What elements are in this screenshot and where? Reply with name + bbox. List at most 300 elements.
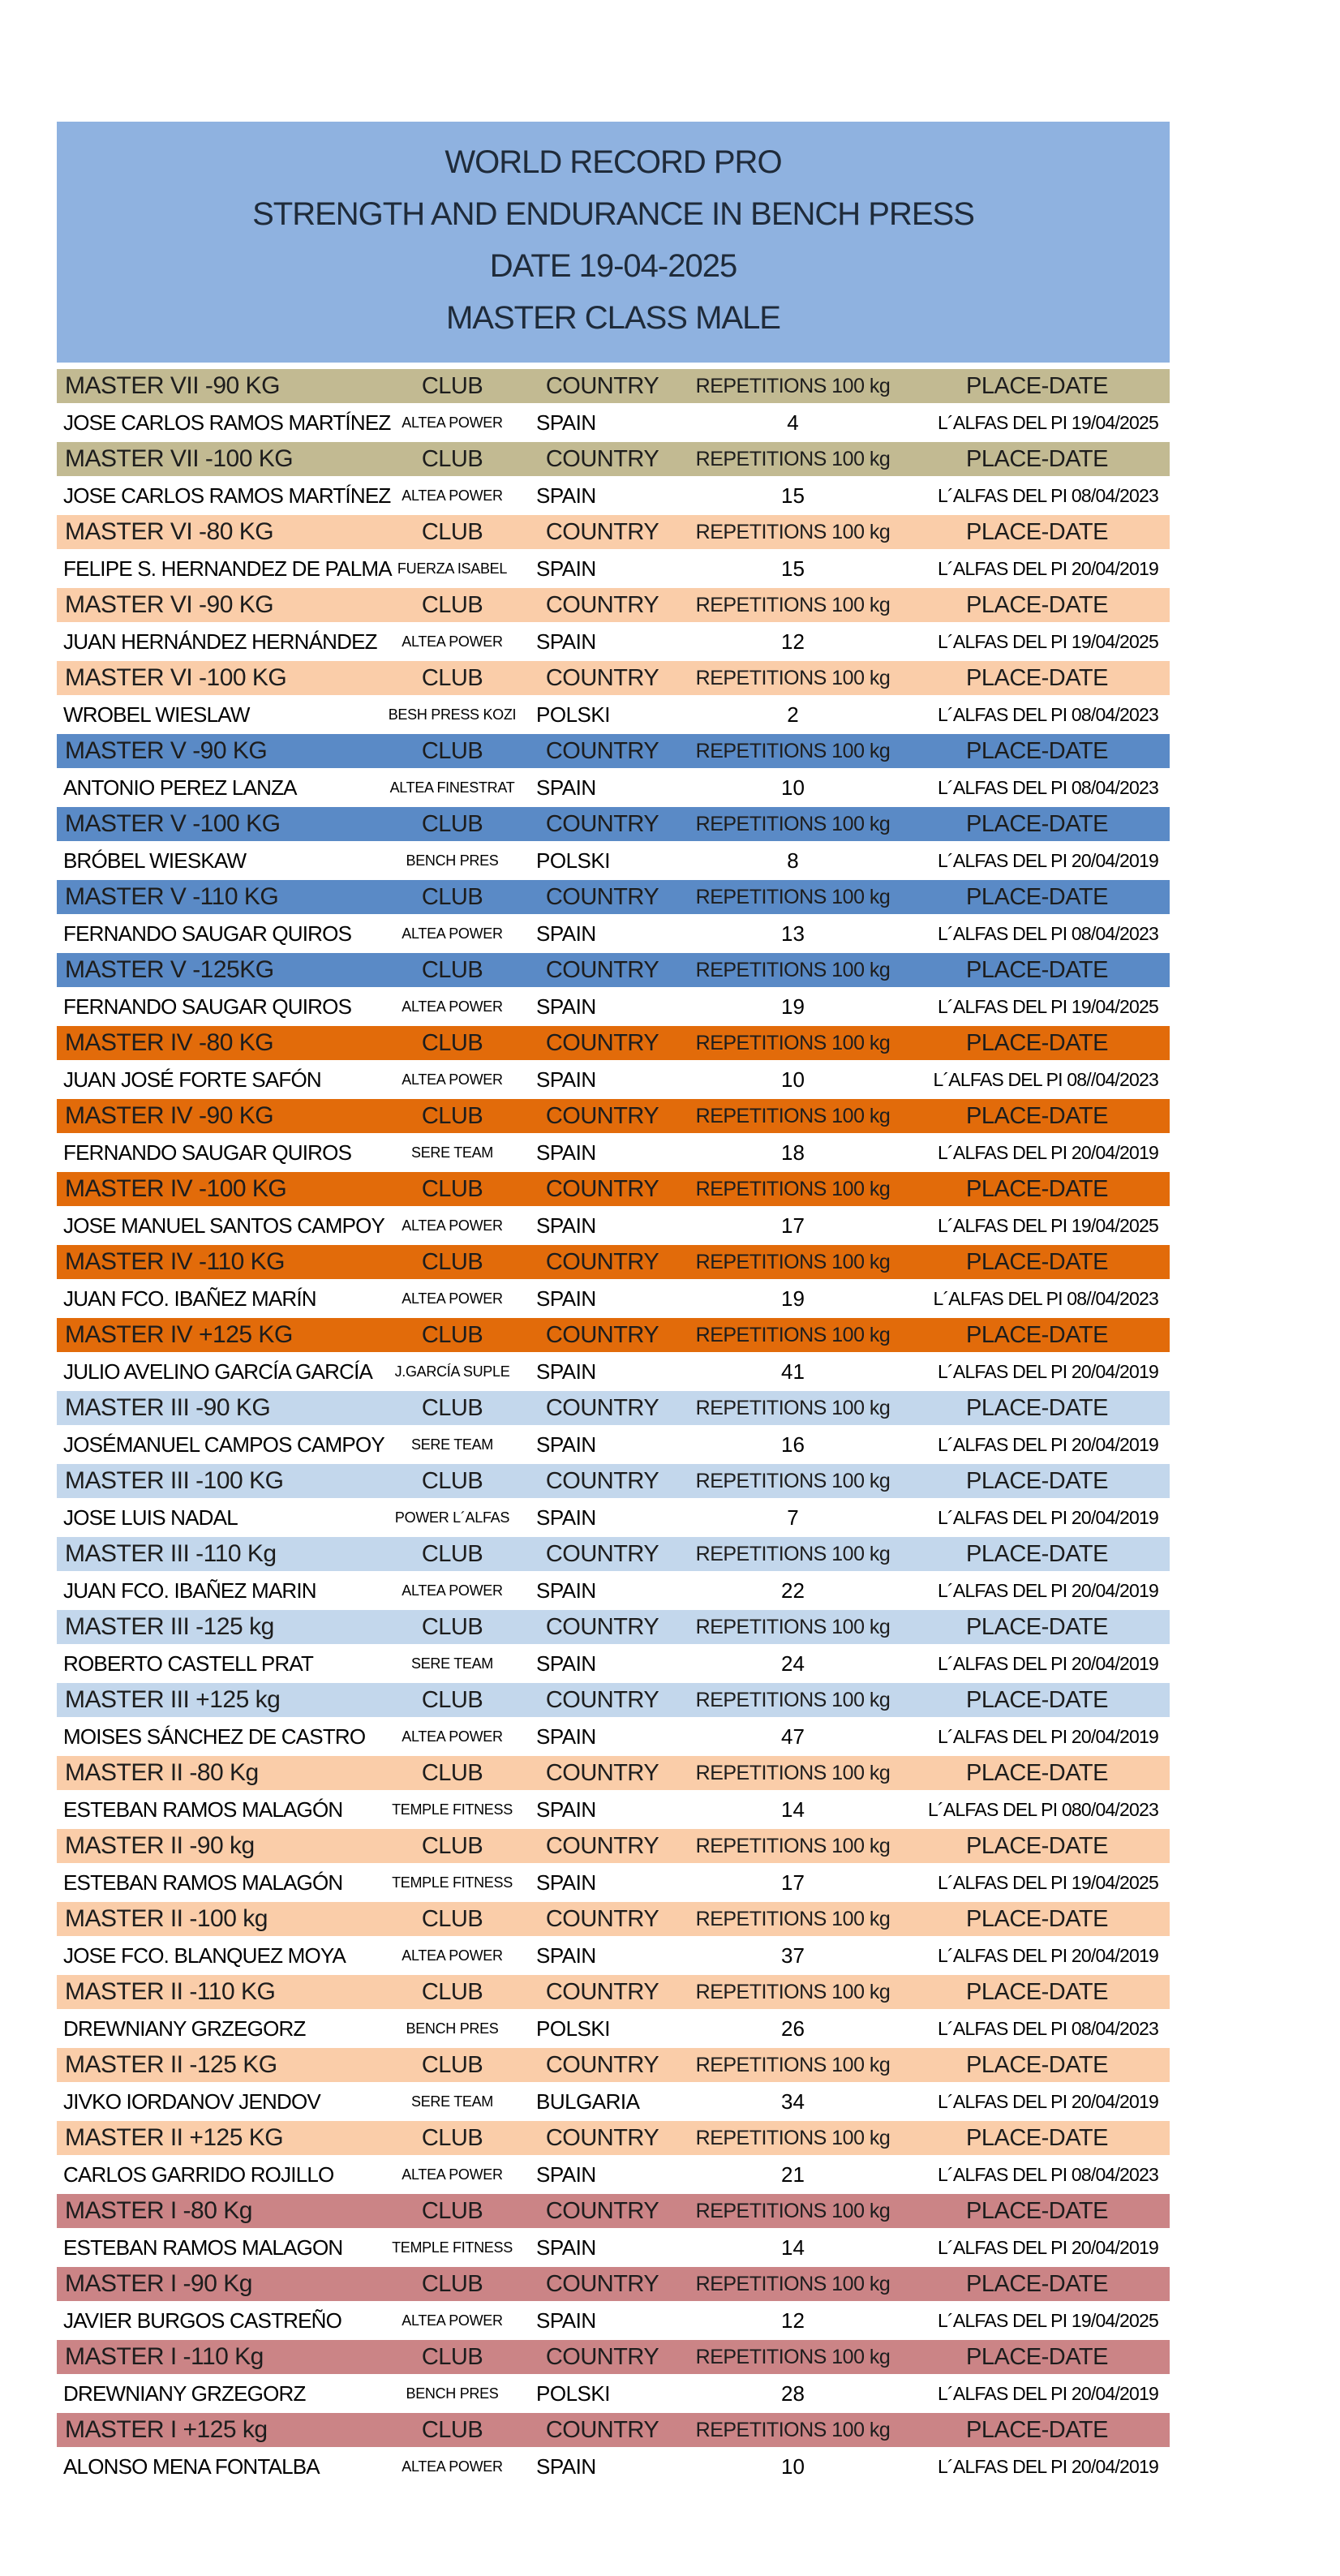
repetitions-column-header: REPETITIONS 100 kg — [695, 1688, 891, 1711]
athlete-place-date: L´ALFAS DEL PI 20/04/2019 — [938, 557, 1158, 579]
athlete-repetitions: 17 — [781, 1213, 805, 1238]
category-label: MASTER V -110 KG — [65, 883, 279, 910]
repetitions-column-header: REPETITIONS 100 kg — [695, 1104, 891, 1127]
repetitions-column-header: REPETITIONS 100 kg — [695, 2272, 891, 2295]
category-label: MASTER II -100 kg — [65, 1905, 268, 1932]
athlete-repetitions: 19 — [781, 1286, 805, 1311]
athlete-country: SPAIN — [536, 1432, 596, 1457]
athlete-place-date: L´ALFAS DEL PI 08/04/2023 — [938, 922, 1158, 944]
repetitions-column-header: REPETITIONS 100 kg — [695, 1761, 891, 1784]
athlete-club: ALTEA POWER — [402, 487, 503, 504]
category-header-row — [57, 2413, 1170, 2447]
athlete-place-date: L´ALFAS DEL PI 08//04/2023 — [933, 1287, 1158, 1309]
category-label: MASTER V -90 KG — [65, 737, 268, 764]
place-date-column-header: PLACE-DATE — [966, 518, 1108, 545]
place-date-column-header: PLACE-DATE — [966, 737, 1108, 764]
place-date-column-header: PLACE-DATE — [966, 1248, 1108, 1275]
place-date-column-header: PLACE-DATE — [966, 1321, 1108, 1348]
athlete-country: SPAIN — [536, 1067, 596, 1092]
athlete-country: SPAIN — [536, 1943, 596, 1968]
club-column-header: CLUB — [421, 664, 483, 691]
repetitions-column-header: REPETITIONS 100 kg — [695, 2418, 891, 2441]
record-row — [57, 1574, 1170, 1608]
club-column-header: CLUB — [421, 1540, 483, 1567]
title-line-3: DATE 19-04-2025 — [489, 248, 737, 284]
athlete-club: SERE TEAM — [411, 1436, 493, 1453]
athlete-club: SERE TEAM — [411, 1655, 493, 1672]
record-row — [57, 844, 1170, 878]
athlete-repetitions: 13 — [781, 921, 805, 946]
athlete-repetitions: 14 — [781, 1797, 805, 1822]
category-label: MASTER I -80 Kg — [65, 2197, 252, 2224]
athlete-place-date: L´ALFAS DEL PI 20/04/2019 — [938, 2090, 1158, 2112]
athlete-club: TEMPLE FITNESS — [392, 1874, 513, 1891]
athlete-place-date: L´ALFAS DEL PI 20/04/2019 — [938, 2236, 1158, 2258]
athlete-name: JOSE LUIS NADAL — [63, 1505, 238, 1530]
club-column-header: CLUB — [421, 1321, 483, 1348]
country-column-header: COUNTRY — [545, 737, 659, 764]
record-row — [57, 990, 1170, 1024]
athlete-place-date: L´ALFAS DEL PI 20/04/2019 — [938, 1944, 1158, 1966]
club-column-header: CLUB — [421, 2270, 483, 2297]
athlete-place-date: L´ALFAS DEL PI 20/04/2019 — [938, 1579, 1158, 1601]
record-row — [57, 1209, 1170, 1243]
club-column-header: CLUB — [421, 2416, 483, 2443]
place-date-column-header: PLACE-DATE — [966, 445, 1108, 472]
club-column-header: CLUB — [421, 1978, 483, 2005]
records-table — [57, 369, 1170, 2486]
athlete-country: SPAIN — [536, 1578, 596, 1603]
repetitions-column-header: REPETITIONS 100 kg — [695, 1834, 891, 1857]
athlete-name: CARLOS GARRIDO ROJILLO — [63, 2162, 334, 2187]
athlete-name: JOSE CARLOS RAMOS MARTÍNEZ — [63, 483, 391, 508]
place-date-column-header: PLACE-DATE — [966, 2270, 1108, 2297]
record-row — [57, 771, 1170, 805]
athlete-country: BULGARIA — [536, 2089, 640, 2114]
athlete-place-date: L´ALFAS DEL PI 19/04/2025 — [938, 2309, 1158, 2331]
club-column-header: CLUB — [421, 737, 483, 764]
athlete-place-date: L´ALFAS DEL PI 19/04/2025 — [938, 1871, 1158, 1893]
category-label: MASTER III -100 KG — [65, 1467, 284, 1494]
record-row — [57, 1501, 1170, 1535]
athlete-repetitions: 28 — [781, 2381, 805, 2406]
athlete-country: POLSKI — [536, 702, 610, 727]
athlete-repetitions: 2 — [787, 702, 799, 727]
place-date-column-header: PLACE-DATE — [966, 1832, 1108, 1859]
category-label: MASTER IV -80 KG — [65, 1029, 274, 1056]
record-row — [57, 2084, 1170, 2119]
club-column-header: CLUB — [421, 1759, 483, 1786]
repetitions-column-header: REPETITIONS 100 kg — [695, 958, 891, 981]
record-row — [57, 2376, 1170, 2411]
athlete-country: SPAIN — [536, 483, 596, 508]
record-row — [57, 1428, 1170, 1462]
category-header-row — [57, 1172, 1170, 1206]
record-row — [57, 406, 1170, 440]
athlete-repetitions: 41 — [781, 1359, 805, 1384]
athlete-name: JUAN JOSÉ FORTE SAFÓN — [63, 1067, 321, 1092]
place-date-column-header: PLACE-DATE — [966, 2051, 1108, 2078]
country-column-header: COUNTRY — [545, 2270, 659, 2297]
place-date-column-header: PLACE-DATE — [966, 1613, 1108, 1640]
title-line-2: STRENGTH AND ENDURANCE IN BENCH PRESS — [252, 196, 974, 232]
record-row — [57, 917, 1170, 951]
category-label: MASTER V -100 KG — [65, 810, 281, 837]
category-header-row — [57, 1026, 1170, 1060]
athlete-club: ALTEA POWER — [402, 925, 503, 942]
category-label: MASTER IV -90 KG — [65, 1102, 274, 1129]
category-header-row — [57, 1464, 1170, 1498]
athlete-country: SPAIN — [536, 1724, 596, 1749]
category-label: MASTER IV -100 KG — [65, 1175, 287, 1202]
athlete-country: SPAIN — [536, 410, 596, 435]
title-block — [57, 122, 1170, 363]
athlete-country: SPAIN — [536, 1797, 596, 1822]
athlete-name: ALONSO MENA FONTALBA — [63, 2454, 320, 2479]
record-row — [57, 1792, 1170, 1827]
club-column-header: CLUB — [421, 2197, 483, 2224]
repetitions-column-header: REPETITIONS 100 kg — [695, 1250, 891, 1273]
category-header-row — [57, 588, 1170, 622]
athlete-club: ALTEA POWER — [402, 2458, 503, 2475]
club-column-header: CLUB — [421, 956, 483, 983]
club-column-header: CLUB — [421, 445, 483, 472]
athlete-place-date: L´ALFAS DEL PI 19/04/2025 — [938, 411, 1158, 433]
athlete-name: WROBEL WIESLAW — [63, 702, 250, 727]
category-header-row — [57, 369, 1170, 403]
country-column-header: COUNTRY — [545, 1832, 659, 1859]
athlete-country: SPAIN — [536, 2454, 596, 2479]
record-row — [57, 1646, 1170, 1681]
category-label: MASTER II -125 KG — [65, 2051, 277, 2078]
athlete-place-date: L´ALFAS DEL PI 08/04/2023 — [938, 2017, 1158, 2039]
club-column-header: CLUB — [421, 2051, 483, 2078]
athlete-name: ESTEBAN RAMOS MALAGÓN — [63, 1870, 343, 1895]
athlete-place-date: L´ALFAS DEL PI 19/04/2025 — [938, 1214, 1158, 1236]
country-column-header: COUNTRY — [545, 372, 659, 399]
athlete-name: JOSE MANUEL SANTOS CAMPOY — [63, 1213, 385, 1238]
athlete-name: JOSE FCO. BLANQUEZ MOYA — [63, 1943, 346, 1968]
athlete-club: ALTEA POWER — [402, 2312, 503, 2329]
category-label: MASTER VII -100 KG — [65, 445, 294, 472]
athlete-repetitions: 8 — [787, 848, 799, 873]
club-column-header: CLUB — [421, 1686, 483, 1713]
category-header-row — [57, 442, 1170, 476]
athlete-club: POWER L´ALFAS — [394, 1509, 510, 1526]
athlete-name: MOISES SÁNCHEZ DE CASTRO — [63, 1724, 366, 1749]
club-column-header: CLUB — [421, 883, 483, 910]
athlete-place-date: L´ALFAS DEL PI 20/04/2019 — [938, 1652, 1158, 1674]
place-date-column-header: PLACE-DATE — [966, 1540, 1108, 1567]
country-column-header: COUNTRY — [545, 956, 659, 983]
club-column-header: CLUB — [421, 1832, 483, 1859]
category-header-row — [57, 1756, 1170, 1790]
category-header-row — [57, 1610, 1170, 1644]
athlete-name: ANTONIO PEREZ LANZA — [63, 775, 297, 800]
athlete-club: ALTEA POWER — [402, 1290, 503, 1307]
country-column-header: COUNTRY — [545, 1686, 659, 1713]
country-column-header: COUNTRY — [545, 2051, 659, 2078]
athlete-repetitions: 14 — [781, 2235, 805, 2260]
place-date-column-header: PLACE-DATE — [966, 1175, 1108, 1202]
record-row — [57, 2157, 1170, 2192]
category-label: MASTER VI -80 KG — [65, 518, 274, 545]
country-column-header: COUNTRY — [545, 1102, 659, 1129]
category-label: MASTER IV +125 KG — [65, 1321, 293, 1348]
repetitions-column-header: REPETITIONS 100 kg — [695, 1031, 891, 1054]
athlete-place-date: L´ALFAS DEL PI 20/04/2019 — [938, 2455, 1158, 2477]
athlete-country: SPAIN — [536, 629, 596, 654]
athlete-name: FELIPE S. HERNANDEZ DE PALMA — [63, 556, 392, 581]
athlete-club: SERE TEAM — [411, 2093, 493, 2110]
country-column-header: COUNTRY — [545, 2343, 659, 2370]
athlete-club: BESH PRESS KOZI — [388, 706, 517, 723]
repetitions-column-header: REPETITIONS 100 kg — [695, 1615, 891, 1638]
record-row — [57, 1938, 1170, 1973]
record-row — [57, 1719, 1170, 1754]
athlete-club: BENCH PRES — [406, 2385, 499, 2402]
place-date-column-header: PLACE-DATE — [966, 956, 1108, 983]
repetitions-column-header: REPETITIONS 100 kg — [695, 1980, 891, 2003]
category-label: MASTER V -125KG — [65, 956, 274, 983]
repetitions-column-header: REPETITIONS 100 kg — [695, 2345, 891, 2368]
athlete-country: SPAIN — [536, 1140, 596, 1165]
athlete-name: JIVKO IORDANOV JENDOV — [63, 2089, 320, 2114]
athlete-name: BRÓBEL WIESKAW — [63, 848, 247, 873]
athlete-repetitions: 10 — [781, 775, 805, 800]
place-date-column-header: PLACE-DATE — [966, 2343, 1108, 2370]
athlete-country: SPAIN — [536, 2162, 596, 2187]
athlete-country: SPAIN — [536, 775, 596, 800]
athlete-place-date: L´ALFAS DEL PI 19/04/2025 — [938, 995, 1158, 1017]
record-row — [57, 2303, 1170, 2338]
athlete-repetitions: 24 — [781, 1651, 805, 1676]
repetitions-column-header: REPETITIONS 100 kg — [695, 739, 891, 762]
category-header-row — [57, 2121, 1170, 2155]
athlete-place-date: L´ALFAS DEL PI 08/04/2023 — [938, 2163, 1158, 2185]
category-label: MASTER IV -110 KG — [65, 1248, 286, 1275]
athlete-country: SPAIN — [536, 1870, 596, 1895]
athlete-club: ALTEA POWER — [402, 633, 503, 650]
repetitions-column-header: REPETITIONS 100 kg — [695, 1469, 891, 1492]
athlete-name: ESTEBAN RAMOS MALAGON — [63, 2235, 343, 2260]
club-column-header: CLUB — [421, 1613, 483, 1640]
athlete-name: DREWNIANY GRZEGORZ — [63, 2381, 306, 2406]
repetitions-column-header: REPETITIONS 100 kg — [695, 447, 891, 470]
category-label: MASTER III +125 kg — [65, 1686, 281, 1713]
athlete-country: POLSKI — [536, 2016, 610, 2041]
country-column-header: COUNTRY — [545, 445, 659, 472]
athlete-repetitions: 12 — [781, 2308, 805, 2333]
place-date-column-header: PLACE-DATE — [966, 1102, 1108, 1129]
title-line-4: MASTER CLASS MALE — [445, 300, 780, 336]
category-header-row — [57, 1683, 1170, 1717]
place-date-column-header: PLACE-DATE — [966, 810, 1108, 837]
athlete-country: POLSKI — [536, 848, 610, 873]
club-column-header: CLUB — [421, 2124, 483, 2151]
athlete-repetitions: 26 — [781, 2016, 805, 2041]
athlete-club: BENCH PRES — [406, 852, 499, 869]
athlete-club: ALTEA POWER — [402, 1947, 503, 1964]
record-row — [57, 552, 1170, 586]
category-label: MASTER II -80 Kg — [65, 1759, 259, 1786]
category-label: MASTER I +125 kg — [65, 2416, 268, 2443]
athlete-repetitions: 21 — [781, 2162, 805, 2187]
athlete-place-date: L´ALFAS DEL PI 20/04/2019 — [938, 1725, 1158, 1747]
country-column-header: COUNTRY — [545, 591, 659, 618]
category-label: MASTER I -110 Kg — [65, 2343, 264, 2370]
category-header-row — [57, 1099, 1170, 1133]
club-column-header: CLUB — [421, 1248, 483, 1275]
category-header-row — [57, 2048, 1170, 2082]
record-row — [57, 2011, 1170, 2046]
repetitions-column-header: REPETITIONS 100 kg — [695, 2126, 891, 2149]
club-column-header: CLUB — [421, 1029, 483, 1056]
athlete-repetitions: 10 — [781, 2454, 805, 2479]
country-column-header: COUNTRY — [545, 1394, 659, 1421]
athlete-name: FERNANDO SAUGAR QUIROS — [63, 994, 352, 1019]
athlete-club: ALTEA POWER — [402, 1217, 503, 1234]
athlete-club: TEMPLE FITNESS — [392, 1801, 513, 1818]
place-date-column-header: PLACE-DATE — [966, 1029, 1108, 1056]
repetitions-column-header: REPETITIONS 100 kg — [695, 1542, 891, 1565]
athlete-name: JAVIER BURGOS CASTREÑO — [63, 2308, 342, 2333]
club-column-header: CLUB — [421, 1467, 483, 1494]
athlete-country: SPAIN — [536, 1213, 596, 1238]
athlete-repetitions: 4 — [787, 410, 799, 435]
record-row — [57, 625, 1170, 659]
place-date-column-header: PLACE-DATE — [966, 1905, 1108, 1932]
athlete-name: JULIO AVELINO GARCÍA GARCÍA — [63, 1359, 373, 1384]
record-row — [57, 1355, 1170, 1389]
athlete-repetitions: 37 — [781, 1943, 805, 1968]
athlete-place-date: L´ALFAS DEL PI 20/04/2019 — [938, 849, 1158, 871]
category-header-row — [57, 2267, 1170, 2301]
athlete-country: SPAIN — [536, 2308, 596, 2333]
athlete-club: TEMPLE FITNESS — [392, 2239, 513, 2256]
club-column-header: CLUB — [421, 1102, 483, 1129]
athlete-repetitions: 15 — [781, 556, 805, 581]
athlete-country: POLSKI — [536, 2381, 610, 2406]
place-date-column-header: PLACE-DATE — [966, 372, 1108, 399]
athlete-club: ALTEA POWER — [402, 1582, 503, 1599]
category-label: MASTER VI -90 KG — [65, 591, 274, 618]
athlete-country: SPAIN — [536, 556, 596, 581]
athlete-club: ALTEA FINESTRAT — [389, 779, 515, 796]
country-column-header: COUNTRY — [545, 1905, 659, 1932]
club-column-header: CLUB — [421, 372, 483, 399]
country-column-header: COUNTRY — [545, 1759, 659, 1786]
category-header-row — [57, 953, 1170, 987]
athlete-club: ALTEA POWER — [402, 1728, 503, 1745]
athlete-country: SPAIN — [536, 1651, 596, 1676]
category-header-row — [57, 1829, 1170, 1863]
category-header-row — [57, 807, 1170, 841]
category-header-row — [57, 734, 1170, 768]
category-header-row — [57, 1318, 1170, 1352]
repetitions-column-header: REPETITIONS 100 kg — [695, 520, 891, 543]
country-column-header: COUNTRY — [545, 883, 659, 910]
athlete-club: ALTEA POWER — [402, 2166, 503, 2183]
category-label: MASTER VII -90 KG — [65, 372, 280, 399]
club-column-header: CLUB — [421, 1905, 483, 1932]
athlete-place-date: L´ALFAS DEL PI 08/04/2023 — [938, 776, 1158, 798]
club-column-header: CLUB — [421, 591, 483, 618]
athlete-place-date: L´ALFAS DEL PI 20/04/2019 — [938, 1141, 1158, 1163]
athlete-name: ROBERTO CASTELL PRAT — [63, 1651, 314, 1676]
country-column-header: COUNTRY — [545, 664, 659, 691]
country-column-header: COUNTRY — [545, 2197, 659, 2224]
athlete-country: SPAIN — [536, 1505, 596, 1530]
category-label: MASTER I -90 Kg — [65, 2270, 252, 2297]
category-header-row — [57, 880, 1170, 914]
athlete-place-date: L´ALFAS DEL PI 20/04/2019 — [938, 1433, 1158, 1455]
category-label: MASTER II +125 KG — [65, 2124, 284, 2151]
country-column-header: COUNTRY — [545, 1540, 659, 1567]
athlete-place-date: L´ALFAS DEL PI 19/04/2025 — [938, 630, 1158, 652]
club-column-header: CLUB — [421, 2343, 483, 2370]
country-column-header: COUNTRY — [545, 2124, 659, 2151]
athlete-country: SPAIN — [536, 2235, 596, 2260]
title-line-1: WORLD RECORD PRO — [445, 144, 782, 180]
athlete-country: SPAIN — [536, 921, 596, 946]
athlete-repetitions: 18 — [781, 1140, 805, 1165]
athlete-name: JUAN FCO. IBAÑEZ MARÍN — [63, 1286, 316, 1311]
athlete-place-date: L´ALFAS DEL PI 20/04/2019 — [938, 2382, 1158, 2404]
country-column-header: COUNTRY — [545, 810, 659, 837]
place-date-column-header: PLACE-DATE — [966, 1467, 1108, 1494]
place-date-column-header: PLACE-DATE — [966, 2124, 1108, 2151]
country-column-header: COUNTRY — [545, 1467, 659, 1494]
country-column-header: COUNTRY — [545, 1978, 659, 2005]
athlete-place-date: L´ALFAS DEL PI 080/04/2023 — [928, 1798, 1158, 1820]
repetitions-column-header: REPETITIONS 100 kg — [695, 1396, 891, 1419]
club-column-header: CLUB — [421, 1175, 483, 1202]
record-row — [57, 1136, 1170, 1170]
category-label: MASTER III -125 kg — [65, 1613, 274, 1640]
place-date-column-header: PLACE-DATE — [966, 1759, 1108, 1786]
athlete-place-date: L´ALFAS DEL PI 08/04/2023 — [938, 703, 1158, 725]
record-row — [57, 1063, 1170, 1097]
country-column-header: COUNTRY — [545, 518, 659, 545]
athlete-repetitions: 34 — [781, 2089, 805, 2114]
repetitions-column-header: REPETITIONS 100 kg — [695, 1177, 891, 1200]
category-header-row — [57, 515, 1170, 549]
athlete-repetitions: 16 — [781, 1432, 805, 1457]
athlete-repetitions: 19 — [781, 994, 805, 1019]
athlete-repetitions: 22 — [781, 1578, 805, 1603]
place-date-column-header: PLACE-DATE — [966, 664, 1108, 691]
place-date-column-header: PLACE-DATE — [966, 1978, 1108, 2005]
place-date-column-header: PLACE-DATE — [966, 2416, 1108, 2443]
club-column-header: CLUB — [421, 518, 483, 545]
category-header-row — [57, 2340, 1170, 2374]
category-label: MASTER II -110 KG — [65, 1978, 276, 2005]
athlete-name: JOSE CARLOS RAMOS MARTÍNEZ — [63, 410, 391, 435]
place-date-column-header: PLACE-DATE — [966, 591, 1108, 618]
place-date-column-header: PLACE-DATE — [966, 2197, 1108, 2224]
place-date-column-header: PLACE-DATE — [966, 1394, 1108, 1421]
category-label: MASTER III -90 KG — [65, 1394, 271, 1421]
category-header-row — [57, 1975, 1170, 2009]
repetitions-column-header: REPETITIONS 100 kg — [695, 1907, 891, 1930]
repetitions-column-header: REPETITIONS 100 kg — [695, 885, 891, 908]
athlete-name: FERNANDO SAUGAR QUIROS — [63, 1140, 352, 1165]
repetitions-column-header: REPETITIONS 100 kg — [695, 1323, 891, 1346]
category-header-row — [57, 1391, 1170, 1425]
country-column-header: COUNTRY — [545, 1321, 659, 1348]
athlete-repetitions: 10 — [781, 1067, 805, 1092]
